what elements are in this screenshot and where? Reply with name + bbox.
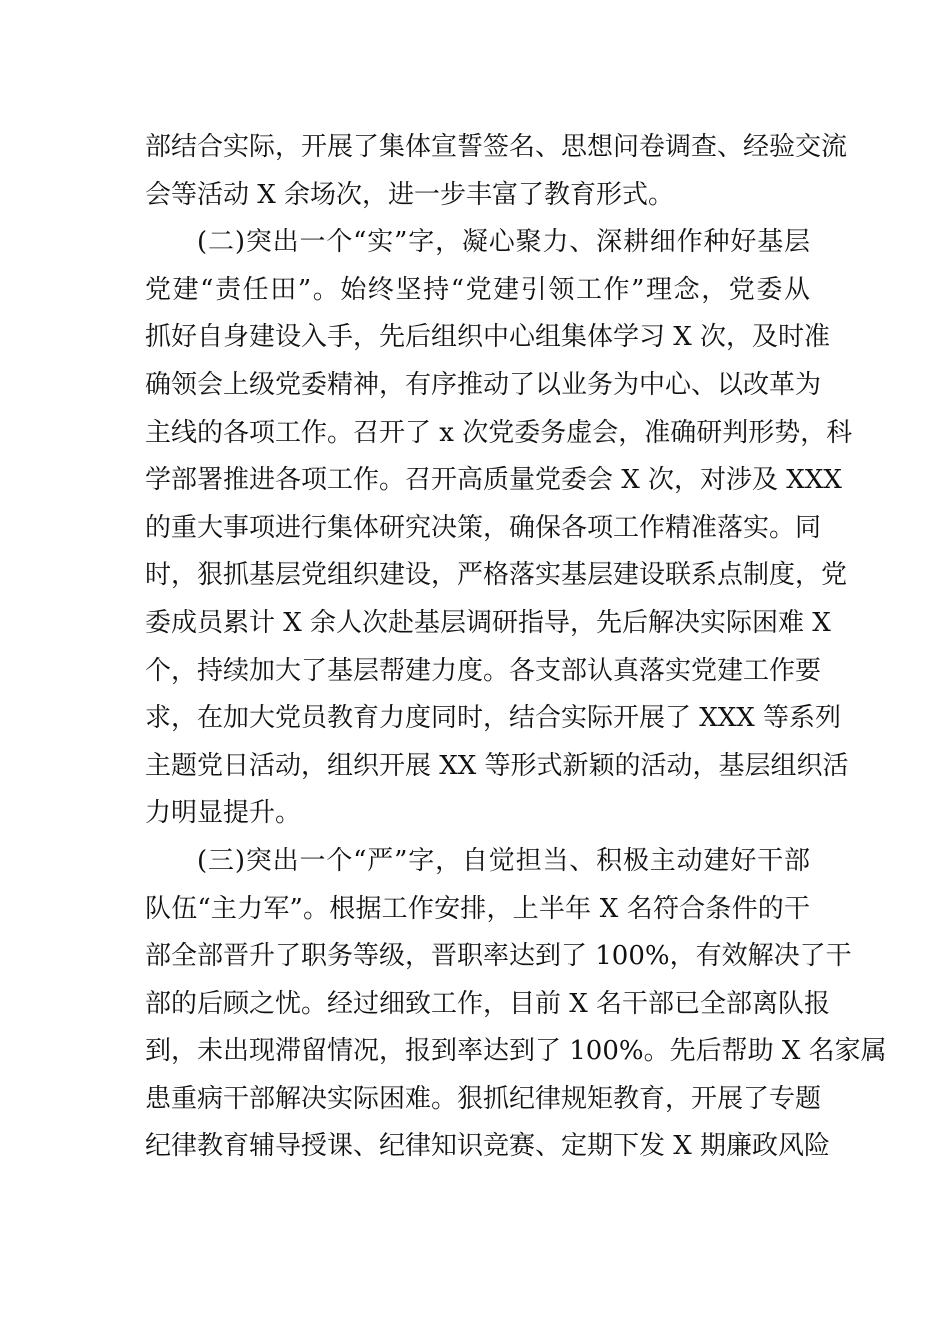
section-heading-line: (三)突出一个“严”字，自觉担当、积极主动建好干部 [197,845,810,876]
text-line: 队伍“主力军”。根据工作安排，上半年 X 名符合条件的干 [145,893,810,924]
text-line: 会等活动 X 余场次，进一步丰富了教育形式。 [145,179,675,210]
text-line: 求，在加大党员教育力度同时，结合实际开展了 XXX 等系列 [145,703,842,734]
text-line: 部的后顾之忧。经过细致工作，目前 X 名干部已全部离队报 [145,988,831,1019]
text-line: 部全部晋升了职务等级，晋职率达到了 100%，有效解决了干 [145,941,852,972]
paragraph-section-2 [145,219,853,838]
paragraph-section-3 [145,838,887,1171]
text-line: 主题党日活动，组织开展 XX 等形式新颖的活动，基层组织活 [145,750,849,781]
text-line: 纪律教育辅导授课、纪律知识竞赛、定期下发 X 期廉政风险 [145,1131,831,1162]
text-line: 力明显提升。 [145,798,302,829]
text-line: 到，未出现滞留情况，报到率达到了 100%。先后帮助 X 名家属 [145,1036,887,1067]
text-line: 部结合实际，开展了集体宣誓签名、思想问卷调查、经验交流 [145,132,848,162]
text-line: 抓好自身建设入手，先后组织中心组集体学习 X 次，及时准 [145,322,831,353]
text-line: 主线的各项工作。召开了 x 次党委务虚会，准确研判形势，科 [145,417,853,448]
paragraph-continuation [145,124,848,219]
text-line: 委成员累计 X 余人次赴基层调研指导，先后解决实际困难 X [145,607,831,638]
text-line: 学部署推进各项工作。召开高质量党委会 X 次，对涉及 XXX [145,465,842,496]
section-heading-line: (二)突出一个“实”字，凝心聚力、深耕细作种好基层 [197,227,810,258]
text-line: 的重大事项进行集体研究决策，确保各项工作精准落实。同 [145,512,822,543]
text-line: 确领会上级党委精神，有序推动了以业务为中心、以改革为 [145,369,822,400]
text-line: 党建“责任田”。始终坚持“党建引领工作”理念，党委从 [145,274,810,305]
document-body [145,124,887,1171]
text-line: 个，持续加大了基层帮建力度。各支部认真落实党建工作要 [145,655,822,686]
text-line: 患重病干部解决实际困难。狠抓纪律规矩教育，开展了专题 [145,1083,822,1114]
text-line: 时，狠抓基层党组织建设，严格落实基层建设联系点制度，党 [145,560,848,591]
